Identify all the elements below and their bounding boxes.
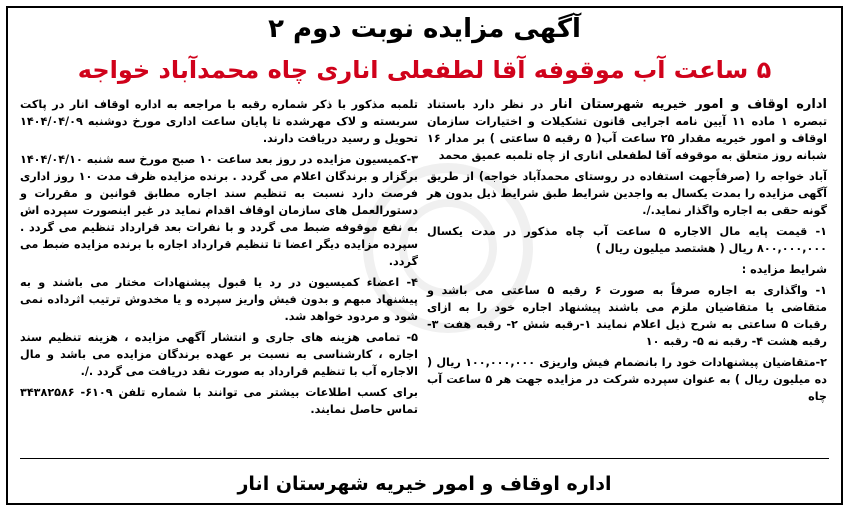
- org-lead: اداره اوقاف و امور خیریه شهرستان انار: [550, 97, 827, 112]
- left-paragraph-4: ۵- تمامی هزینه های جاری و انتشار آگهی مزایده ، هزینه تنظیم سند اجاره ، کارشناسی به نسبت بر عهده برندگان مزایده می باشد و مال الاجاره آب با تنظیم قرارداد به صورت نقد دریافت می گردد ./.: [20, 331, 418, 378]
- left-column: [20, 96, 418, 422]
- ad-footer: اداره اوقاف و امور خیریه شهرستان انار: [237, 473, 612, 495]
- footer-divider: [20, 458, 829, 459]
- ad-subtitle: ۵ ساعت آب موقوفه آقا لطفعلی اناری چاه محمدآباد خواجه: [77, 56, 772, 84]
- right-paragraph-1-text: در نظر دارد باستناد تبصره ۱ ماده ۱۱ آیین نامه اجرایی قانون تشکیلات و اختیارات سازمان اوقاف و امور خیریه مقدار ۲۵ ساعت آب( ۵ رقبه ۵ ساعتی ) بر مدار ۱۶ شبانه روز متعلق به موقوفه آقا لطفعلی اناری از چاه تلمبه عمیق محمد: [427, 98, 828, 162]
- right-paragraph-2: آباد خواجه را (صرفاًجهت استفاده در روستای محمدآباد خواجه) از طریق آگهی مزایده را بمدت یکسال به واجدین شرایط طبق شرایط ذیل بدون هر گونه حقی به اجاره واگذار نماید./.: [427, 170, 827, 217]
- right-paragraph-5: ۱- واگذاری به اجاره صرفاً به صورت ۶ رقبه ۵ ساعتی می باشد و متقاضی یا متقاضیان ملزم می باشند پیشنهاد اجاره خود را به ازای رقبات ۵ ساعتی به شرح ذیل اعلام نمایند ۱-رقبه شش ۲- رقبه هفت ۳- رقبه هشت ۴- رقبه نه ۵- رقبه ۱۰: [427, 284, 827, 348]
- left-paragraph-5: برای کسب اطلاعات بیشتر می توانند با شماره تلفن ۶۱۰۹- ۳۴۳۸۲۵۸۶ تماس حاصل نمایند.: [20, 386, 418, 416]
- conditions-heading: شرایط مزایده :: [741, 263, 827, 276]
- left-paragraph-3: ۴- اعضاء کمیسیون در رد یا قبول پیشنهادات مختار می باشند و به پیشنهاد مبهم و بدون فیش واریز سپرده و یا مخدوش ترتیب اثرداده نمی شود و مردود خواهد شد.: [20, 276, 418, 323]
- ad-frame: [6, 6, 843, 505]
- ad-title: آگهی مزایده نوبت دوم ۲: [268, 14, 581, 44]
- right-paragraph-1: [427, 96, 827, 164]
- left-paragraph-2: ۳-کمیسیون مزایده در روز بعد ساعت ۱۰ صبح مورخ سه شنبه ۱۴۰۴/۰۴/۱۰ برگزار و برندگان اعلام می گردد . برنده مزایده ظرف مدت ۱۰ روز اداری فرصت دارد نسبت به تنظیم سند اجاره مطابق قوانین و مقررات و دستورالعمل های سازمان اوقاف اقدام نماید در غیر اینصورت سپرده اش به نفع موقوفه ضبط می گردد و با نفرات بعد قرارداد تنظیم می گردد . سپرده مزایده دیگر اعضا تا تنظیم قرارداد اجاره با برنده مزایده ضبط می گردد.: [20, 153, 418, 268]
- right-column: [427, 96, 827, 409]
- right-paragraph-3: ۱- قیمت پایه مال الاجاره ۵ ساعت آب چاه مذکور در مدت یکسال ۸۰۰,۰۰۰,۰۰۰ ریال ( هشتصد میلیون ریال ): [427, 225, 827, 255]
- right-paragraph-6: ۲-متقاضیان پیشنهادات خود را بانضمام فیش واریزی ۱۰۰,۰۰۰,۰۰۰ ریال ( ده میلیون ریال ) به عنوان سپرده شرکت در مزایده جهت هر ۵ ساعت آب چاه: [427, 356, 828, 403]
- left-paragraph-1: تلمبه مذکور با ذکر شماره رقبه با مراجعه به اداره اوقاف انار در پاکت سربسته و لاک مهرشده تا پایان ساعت اداری مورخ دوشنبه ۱۴۰۴/۰۴/۰۹ تحویل و رسید دریافت دارند.: [20, 98, 418, 145]
